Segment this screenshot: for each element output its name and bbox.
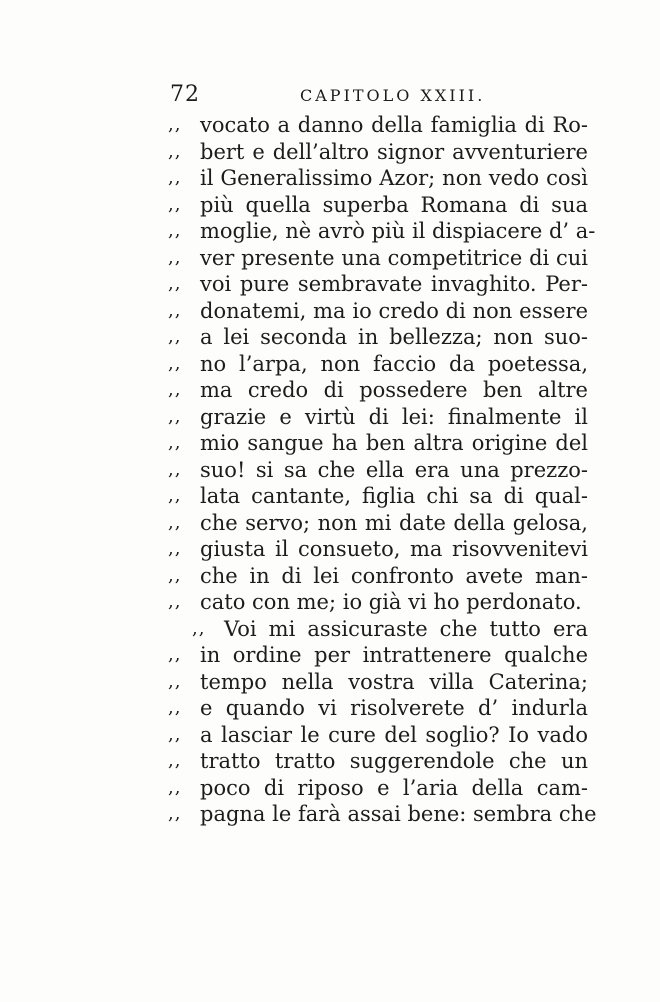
line-text: ver presente una competitrice di cui [200, 245, 588, 270]
line-text: a lei seconda in bellezza; non suo- [200, 325, 588, 349]
line-text: a lasciar le cure del soglio? Io vado [200, 722, 588, 747]
quote-mark: ,, [168, 485, 182, 506]
quote-mark: ,, [168, 352, 182, 374]
line-text: cato con me; io già vi ho perdonato. [200, 590, 582, 614]
text-line [168, 695, 588, 722]
line-text: poco di riposo e l’aria della cam- [200, 775, 588, 800]
line-text: moglie, nè avrò più il dispiacere d’ a- [200, 219, 596, 243]
quote-mark: ,, [168, 776, 182, 798]
text-line [168, 536, 588, 563]
quote-mark: ,, [168, 246, 182, 268]
page-header [170, 82, 590, 110]
quote-mark: ,, [168, 644, 182, 665]
text-line [168, 430, 588, 457]
line-text: voi pure sembravate invaghito. Per- [200, 272, 588, 296]
text-line [168, 351, 588, 378]
quote-mark: ,, [168, 379, 182, 400]
line-text: che in di lei confronto avete man- [200, 563, 588, 588]
quote-mark: ,, [168, 405, 182, 427]
text-line-paragraph-start [168, 616, 588, 643]
quote-mark: ,, [168, 803, 182, 824]
text-line [168, 112, 588, 139]
line-text: tratto tratto suggerendole che un [200, 749, 588, 773]
text-line [168, 669, 588, 696]
text-line [168, 748, 588, 775]
line-text: più quella superba Romana di sua [200, 192, 588, 217]
line-text: tempo nella vostra villa Caterina; [200, 669, 588, 694]
quote-mark: ,, [168, 220, 182, 241]
line-text: Voi mi assicuraste che tutto era [224, 616, 588, 641]
text-line [168, 642, 588, 669]
line-text: ma credo di possedere ben altre [200, 378, 588, 402]
quote-mark: ,, [168, 167, 182, 188]
line-text: vocato a danno della famiglia di Ro- [200, 113, 588, 137]
text-line [168, 801, 597, 828]
quote-mark: ,, [168, 273, 182, 294]
quote-mark: ,, [168, 670, 182, 692]
running-title: CAPITOLO XXIII. [300, 86, 486, 105]
text-line [168, 324, 588, 351]
line-text: pagna le farà assai bene: sembra che [200, 802, 597, 826]
text-line [168, 483, 588, 510]
quote-mark: ,, [168, 140, 182, 162]
line-text: no l’arpa, non faccio da poetessa, [200, 351, 588, 376]
text-line [168, 218, 596, 245]
line-text: e quando vi risolverete d’ indurla [200, 696, 588, 720]
body-text [168, 112, 597, 828]
quote-mark: ,, [168, 591, 182, 612]
text-line [168, 457, 588, 484]
text-line [168, 377, 588, 404]
text-line [168, 510, 588, 537]
line-text: il Generalissimo Azor; non vedo così [200, 166, 588, 190]
quote-mark: ,, [168, 750, 182, 771]
line-text: suo! si sa che ella era una prezzo- [200, 457, 588, 482]
text-line [168, 589, 588, 616]
page-number: 72 [170, 82, 200, 107]
text-line [168, 139, 588, 166]
quote-mark: ,, [168, 193, 182, 215]
quote-mark: ,, [192, 617, 206, 639]
quote-mark: ,, [168, 538, 182, 559]
line-text: che servo; non mi date della gelosa, [200, 510, 588, 535]
line-text: bert e dell’altro signor avventuriere [200, 139, 588, 164]
quote-mark: ,, [168, 511, 182, 533]
quote-mark: ,, [168, 723, 182, 745]
quote-mark: ,, [168, 564, 182, 586]
line-text: grazie e virtù di lei: finalmente il [200, 404, 588, 429]
quote-mark: ,, [168, 114, 182, 135]
text-line [168, 563, 588, 590]
line-text: lata cantante, figlia chi sa di qual- [200, 484, 588, 508]
quote-mark: ,, [168, 458, 182, 480]
text-line [168, 722, 588, 749]
text-line [168, 775, 588, 802]
text-line [168, 192, 588, 219]
line-text: mio sangue ha ben altra origine del [200, 431, 588, 455]
quote-mark: ,, [168, 299, 182, 321]
quote-mark: ,, [168, 432, 182, 453]
text-line [168, 245, 588, 272]
text-line [168, 404, 588, 431]
text-line [168, 271, 588, 298]
text-line [168, 165, 588, 192]
text-line [168, 298, 588, 325]
line-text: in ordine per intrattenere qualche [200, 643, 588, 667]
line-text: giusta il consueto, ma risovvenitevi [200, 537, 588, 561]
quote-mark: ,, [168, 326, 182, 347]
line-text: donatemi, ma io credo di non essere [200, 298, 588, 323]
quote-mark: ,, [168, 697, 182, 718]
